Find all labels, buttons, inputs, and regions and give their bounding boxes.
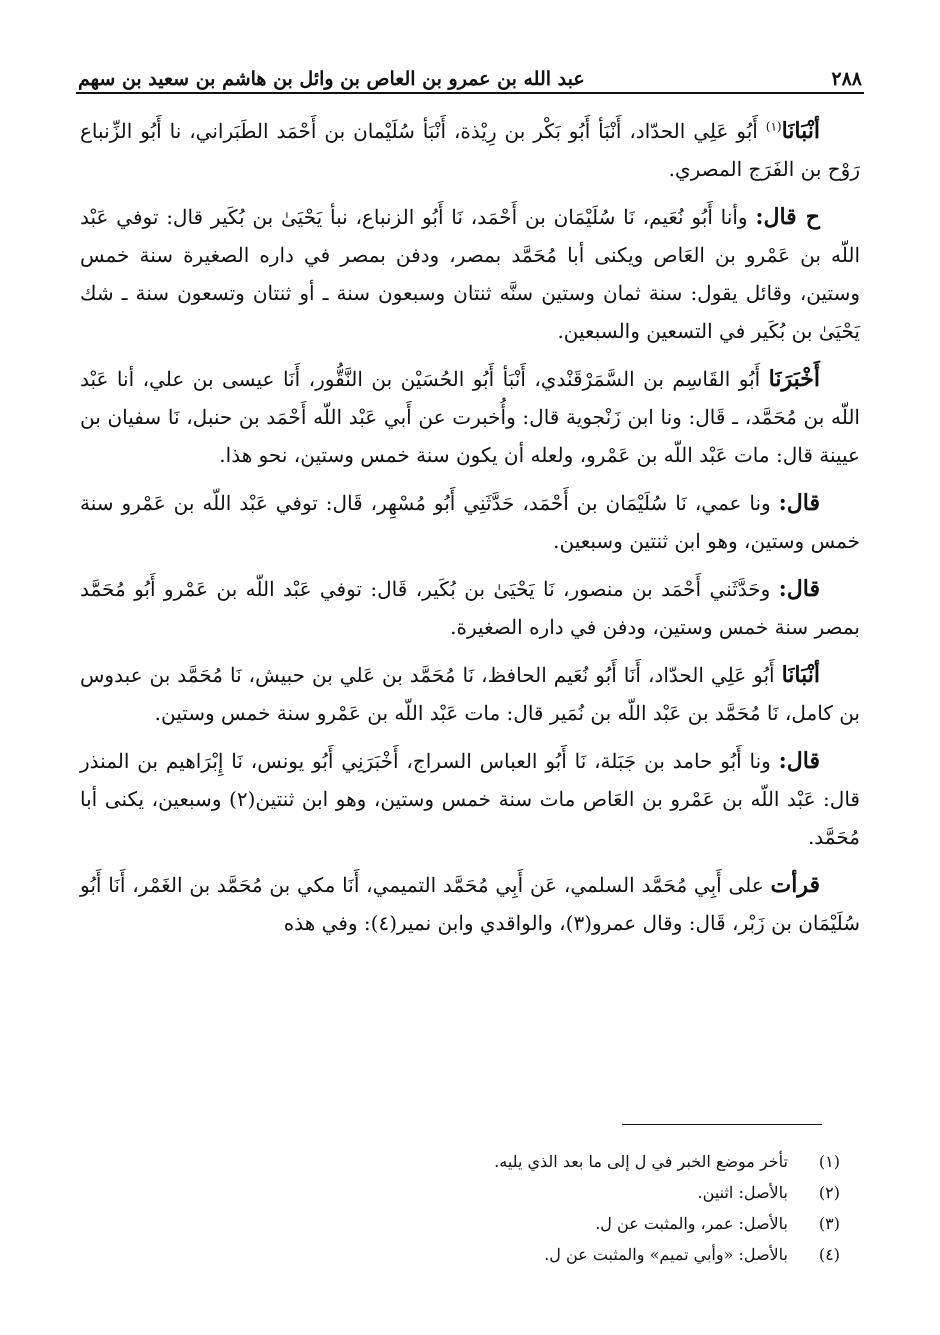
paragraph-lead: قال:	[778, 490, 820, 516]
paragraph-lead: قال:	[778, 748, 820, 774]
footnote-number: (٤)	[818, 1245, 840, 1264]
paragraph	[80, 866, 860, 942]
paragraph-lead: أنْبَانَا	[781, 118, 820, 144]
paragraph-lead: قرأت	[770, 872, 820, 898]
paragraph-text: وأنا أَبُو نُعَيم، نَا سُلَيْمَان بن أَحْمَد، نَا أَبُو الزنباع، نبأ يَحْيَىٰ بن بُكَير قال: توفي عَبْد اللّه بن عَمْرو بن العَاص ويكنى أبا مُحَمَّد بمصر، ودفن بمصر في داره الصغيرة سنة خمس وستين، وقائل يقول: سنة ثمان وستين سنَّه ثنتان وسبعون سنة ـ أو ثنتان وتسعون سنة ـ شك يَحْيَىٰ بن بُكَير في التسعين والسبعين.	[80, 205, 860, 343]
footnote	[80, 1208, 840, 1239]
paragraph	[80, 742, 860, 856]
page-number: ٢٨٨	[831, 68, 862, 90]
footnotes	[80, 1146, 840, 1270]
footnote-text: بالأصل: اثنين.	[697, 1183, 788, 1202]
header-rule	[76, 92, 864, 94]
footnote-rule	[622, 1124, 822, 1125]
paragraph-text: ونا أَبُو حامد بن جَبَلة، نَا أَبُو العباس السراج، أَخْبَرَنِي أَبُو يونس، نَا إِبْرَاهيم بن المنذر قال: عَبْد اللّه بن عَمْرو بن العَاص مات سنة خمس وستين، وهو ابن ثنتين(٢) وسبعين، يكنى أبا مُحَمَّد.	[80, 749, 860, 849]
running-title: عبد الله بن عمرو بن العاص بن وائل بن هاشم بن سعيد بن سهم	[78, 68, 585, 90]
paragraph-lead: ح قال:	[755, 204, 821, 230]
main-text	[80, 112, 860, 952]
paragraph	[80, 570, 860, 646]
paragraph-lead: قال:	[778, 576, 820, 602]
paragraph-text: على أَبِي مُحَمَّد السلمي، عَن أَبِي مُحَمَّد التميمي، أَنَا مكي بن مُحَمَّد بن الغَمْر، أَنَا أَبُو سُلَيْمَان بن زَبْر، قَال: وقال عمرو(٣)، والواقدي وابن نمير(٤): وفي هذه	[80, 873, 860, 935]
paragraph-text: أَبُو القَاسِم بن السَّمَرْقَنْدي، أَنْبَأ أَبُو الحُسَيْن بن النَّقُّور، أَنَا عيسى بن علي، أنا عَبْد اللّه بن مُحَمَّد، ـ قَال: ونا ابن زَنْجوية قال: وأُخبرت عن أَبي عَبْد اللّه أَحْمَد بن حنبل، نَا سفيان بن عيينة قال: مات عَبْد اللّه بن عَمْرو، ولعله أن يكون سنة خمس وستين، نحو هذا.	[80, 367, 860, 467]
footnote-ref: (١)	[765, 119, 782, 134]
footnote-text: تأخر موضع الخبر في ل إلى ما بعد الذي يليه.	[494, 1152, 788, 1171]
footnote-text: بالأصل: عمر، والمثبت عن ل.	[595, 1214, 788, 1233]
footnote-number: (٢)	[818, 1183, 840, 1202]
paragraph-text: أَبُو عَلِي الحدّاد، أَنَا أَبُو نُعَيم الحافظ، نَا مُحَمَّد بن عَلي بن حبيش، نَا مُحَمَّد بن عبدوس بن كامل، نَا مُحَمَّد بن عَبْد اللّه بن نُمَير قال: مات عَبْد اللّه بن عَمْرو سنة خمس وستين.	[80, 663, 860, 725]
paragraph	[80, 656, 860, 732]
footnote	[80, 1146, 840, 1177]
paragraph	[80, 360, 860, 474]
paragraph	[80, 112, 860, 188]
footnote-number: (١)	[818, 1152, 840, 1171]
paragraph-text: أَبُو عَلِي الحدّاد، أَنْبَأ أَبُو بَكْر بن رِيْذة، أَنْبَأ سُلَيْمان بن أَحْمَد الطَبَراني، نا أَبُو الزِّنباع رَوْح بن الفَرَج المصري.	[80, 119, 860, 181]
paragraph-lead: أنْبَانَا	[781, 662, 820, 688]
paragraph	[80, 198, 860, 350]
paragraph-text: ونا عمي، نَا سُلَيْمَان بن أَحْمَد، حَدَّثَنِي أَبُو مُسْهِر، قَال: توفي عَبْد اللّه بن عَمْرو سنة خمس وستين، وهو ابن ثنتين وسبعين.	[80, 491, 860, 553]
paragraph-text: وحَدَّثَني أَحْمَد بن منصور، نَا يَحْيَىٰ بن بُكَير، قَال: توفي عَبْد اللّه بن عَمْرو أَبُو مُحَمَّد بمصر سنة خمس وستين، ودفن في داره الصغيرة.	[80, 577, 860, 639]
footnote-number: (٣)	[818, 1214, 840, 1233]
footnote	[80, 1177, 840, 1208]
footnote-text: بالأصل: «وأبي تميم» والمثبت عن ل.	[544, 1245, 788, 1264]
paragraph-lead: أَخْبَرَنَا	[768, 366, 820, 392]
footnote	[80, 1239, 840, 1270]
paragraph	[80, 484, 860, 560]
page-header	[78, 52, 862, 90]
